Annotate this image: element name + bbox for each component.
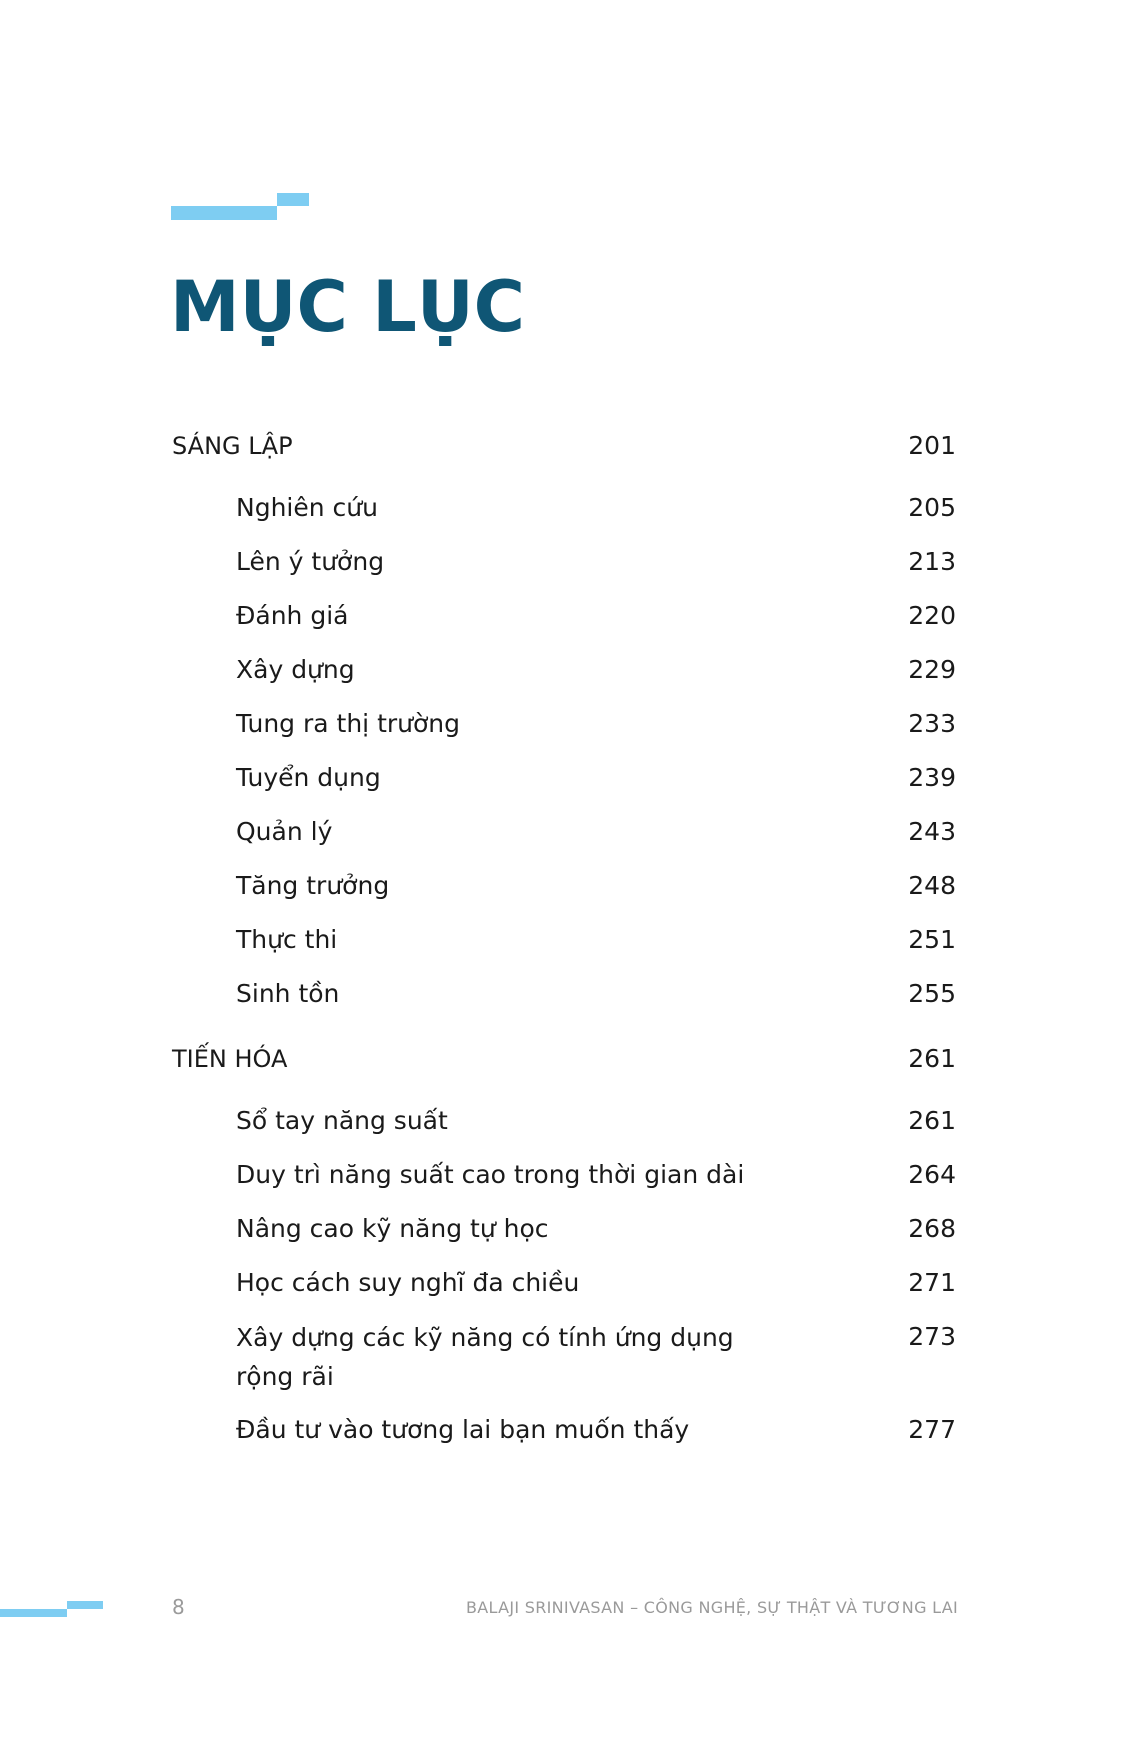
toc-entry-label: Nâng cao kỹ năng tự học: [236, 1214, 549, 1243]
page-title: MỤC LỤC: [170, 266, 526, 348]
toc-entry-label: Học cách suy nghĩ đa chiều: [236, 1268, 580, 1297]
toc-entry-label: Tuyển dụng: [236, 763, 381, 792]
toc-entry-label: Xây dựng các kỹ năng có tính ứng dụng rộng rãi: [236, 1323, 734, 1391]
toc-section-page: 201: [908, 431, 956, 460]
toc-entry-page: 268: [908, 1214, 956, 1243]
toc-entry-page: 205: [908, 493, 956, 522]
toc-entry-page: 255: [908, 979, 956, 1008]
toc-entry-page: 264: [908, 1160, 956, 1189]
toc-entry-page: 273: [908, 1322, 956, 1351]
toc-entry-label: Duy trì năng suất cao trong thời gian dài: [236, 1160, 745, 1189]
toc-entry-page: 277: [908, 1415, 956, 1444]
toc-entry-label: Xây dựng: [236, 655, 355, 684]
toc-entry-label: Quản lý: [236, 817, 333, 846]
toc-entry-page: 271: [908, 1268, 956, 1297]
toc-entry-label: Đầu tư vào tương lai bạn muốn thấy: [236, 1415, 690, 1444]
running-head: BALAJI SRINIVASAN – CÔNG NGHỆ, SỰ THẬT VÀ TƯƠNG LAI: [466, 1598, 958, 1617]
decorative-bar: [171, 206, 277, 220]
footer-decorative-bar-step: [67, 1601, 103, 1609]
toc-entry-page: 220: [908, 601, 956, 630]
toc-entry-page: 233: [908, 709, 956, 738]
footer-decorative-bar: [0, 1609, 67, 1617]
decorative-bar-step: [277, 193, 309, 206]
page-number: 8: [172, 1595, 185, 1619]
toc-entry-label: Lên ý tưởng: [236, 547, 385, 576]
toc-entry-page: 251: [908, 925, 956, 954]
toc-entry-page: 239: [908, 763, 956, 792]
toc-entry-label: Đánh giá: [236, 601, 349, 630]
toc-entry-page: 261: [908, 1106, 956, 1135]
toc-entry-page: 213: [908, 547, 956, 576]
toc-entry-label: Tăng trưởng: [236, 871, 390, 900]
toc-section-page: 261: [908, 1044, 956, 1073]
toc-entry-label: Nghiên cứu: [236, 493, 378, 522]
toc-entry-page: 229: [908, 655, 956, 684]
toc-section-label: TIẾN HÓA: [172, 1045, 288, 1073]
toc-entry-page: 248: [908, 871, 956, 900]
toc-entry-label: Sinh tồn: [236, 979, 340, 1008]
toc-entry-label: Tung ra thị trường: [236, 709, 460, 738]
toc-entry-label: Sổ tay năng suất: [236, 1106, 448, 1135]
toc-entry-label: Thực thi: [236, 925, 338, 954]
toc-entry-page: 243: [908, 817, 956, 846]
toc-section-label: SÁNG LẬP: [172, 432, 293, 460]
